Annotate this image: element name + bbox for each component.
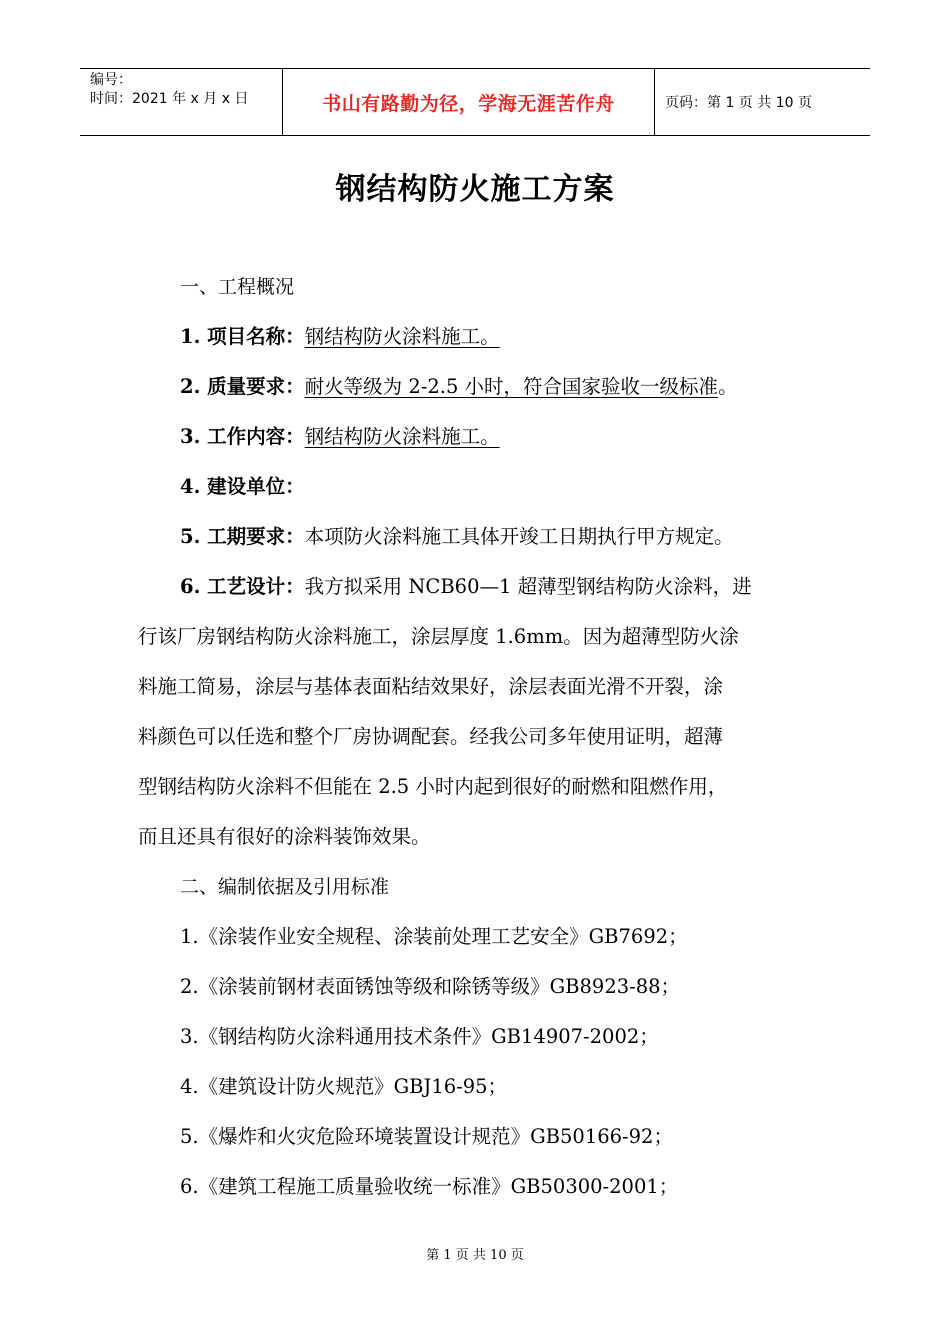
paragraph-line: 料施工简易，涂层与基体表面粘结效果好，涂层表面光滑不开裂，涂: [138, 675, 724, 698]
page-footer: 第 1 页 共 10 页: [426, 1248, 524, 1263]
item-schedule: [180, 522, 860, 552]
header-motto: 书山有路勤为径，学海无涯苦作舟: [282, 69, 655, 135]
header-left-cell: [80, 69, 282, 135]
item-builder: [180, 472, 860, 502]
number-label: 编号：: [90, 72, 132, 88]
document-title: 钢结构防火施工方案: [335, 172, 615, 207]
standard-item: 2.《涂装前钢材表面锈蚀等级和除锈等级》GB8923-88；: [180, 975, 681, 998]
item-value: 钢结构防火涂料施工。: [304, 325, 500, 348]
section2-heading: 二、编制依据及引用标准: [180, 876, 390, 898]
header-page-info: 页码：第 1 页 共 10 页: [665, 95, 812, 111]
paragraph-line: 行该厂房钢结构防火涂料施工，涂层厚度 1.6mm。因为超薄型防火涂: [138, 625, 739, 648]
item-label: 6. 工艺设计：: [180, 575, 305, 598]
standard-item: 4.《建筑设计防火规范》GBJ16-95；: [180, 1075, 508, 1098]
item-quality: [180, 372, 860, 402]
item-value: 我方拟采用 NCB60—1 超薄型钢结构防火涂料，进: [304, 575, 752, 598]
item-project-name: [180, 322, 860, 352]
item-value: 耐火等级为 2-2.5 小时，符合国家验收一级标准: [304, 375, 719, 398]
section1-heading: 一、工程概况: [180, 276, 295, 298]
item-value: 本项防火涂料施工具体开竣工日期执行甲方规定。: [304, 525, 734, 548]
item-label: 1. 项目名称：: [180, 325, 305, 348]
standard-item: 5.《爆炸和火灾危险环境装置设计规范》GB50166-92；: [180, 1125, 673, 1148]
standard-item: 6.《建筑工程施工质量验收统一标准》GB50300-2001；: [180, 1175, 679, 1198]
item-label: 4. 建设单位：: [180, 475, 305, 498]
item-label: 5. 工期要求：: [180, 525, 305, 548]
item-label: 2. 质量要求：: [180, 375, 305, 398]
paragraph-line: 型钢结构防火涂料不但能在 2.5 小时内起到很好的耐燃和阻燃作用，: [138, 775, 728, 798]
item-work-content: [180, 422, 860, 452]
standard-item: 3.《钢结构防火涂料通用技术条件》GB14907-2002；: [180, 1025, 659, 1048]
time-label: 时间：2021 年 x 月 x 日: [90, 91, 249, 107]
item-suffix: 。: [718, 375, 738, 398]
item-label: 3. 工作内容：: [180, 425, 305, 448]
paragraph-line: 而且还具有很好的涂料装饰效果。: [138, 825, 431, 848]
item-value: 钢结构防火涂料施工。: [304, 425, 500, 448]
standard-item: 1.《涂装作业安全规程、涂装前处理工艺安全》GB7692；: [180, 925, 688, 948]
paragraph-line: 料颜色可以任选和整个厂房协调配套。经我公司多年使用证明，超薄: [138, 725, 724, 748]
header-table: [80, 68, 870, 136]
item-process-design: [180, 572, 860, 602]
